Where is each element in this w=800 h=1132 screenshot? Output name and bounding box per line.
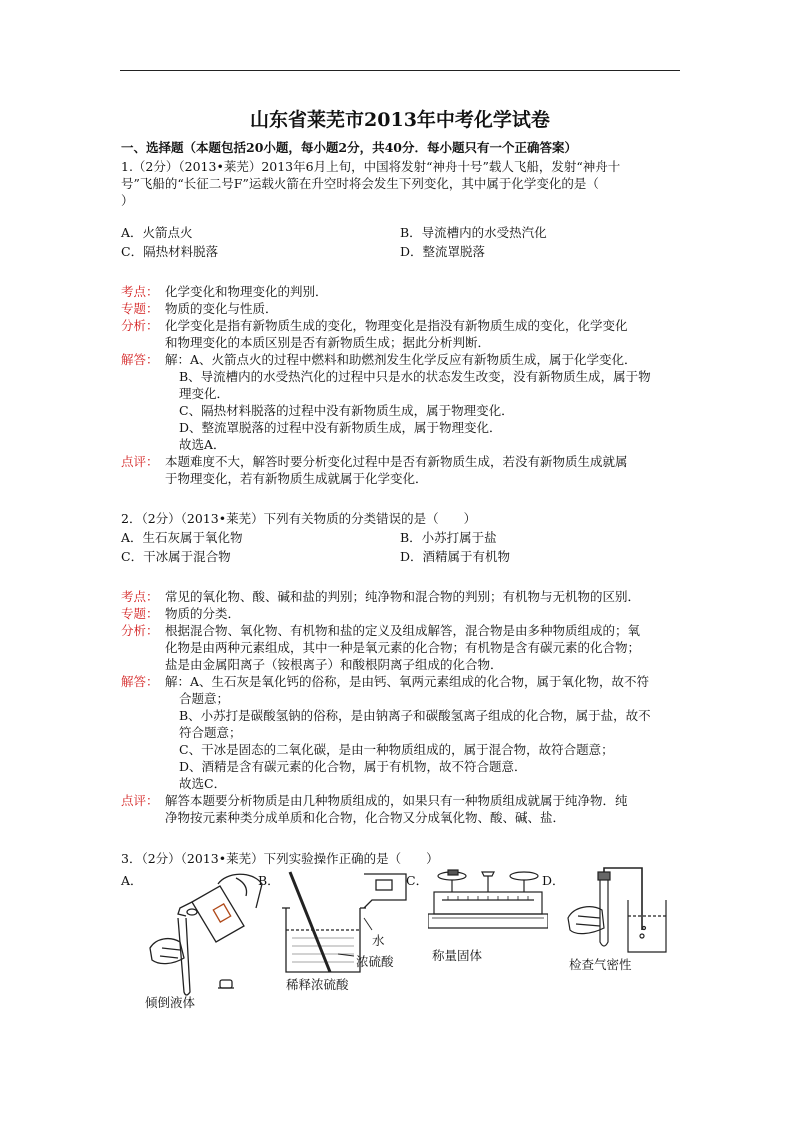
q1-jieda-line: C、隔热材料脱落的过程中没有新物质生成，属于物理变化． [179, 403, 514, 418]
zhuanti-label: 专题： [121, 301, 159, 316]
q1-option-c: C．隔热材料脱落 [121, 244, 219, 259]
q2-fenxi-line: 化物是由两种元素组成，其中一种是氧元素的化合物；有机物是含有碳元素的化合物； [165, 640, 641, 655]
q3-option-b-label: B． [258, 873, 280, 888]
q3-option-d-label: D． [542, 873, 565, 888]
q3-figure-b-acid-label: 浓硫酸 [356, 954, 394, 969]
q1-jieda-line: B、导流槽内的水受热汽化的过程中只是水的状态发生改变，没有新物质生成，属于物 [179, 369, 651, 384]
q1-jieda-line: 解：A、火箭点火的过程中燃料和助燃剂发生化学反应有新物质生成，属于化学变化． [165, 352, 637, 367]
q1-stem-line1: 1.（2分）（2013•莱芜）2013年6月上旬，中国将发射“神舟十号”载人飞船，发射“神舟十 [121, 159, 621, 174]
q2-option-a: A．生石灰属于氧化物 [121, 530, 243, 545]
q1-kaodian: 化学变化和物理变化的判别． [165, 284, 328, 299]
page-title: 山东省莱芜市2013年中考化学试卷 [250, 109, 550, 131]
q1-fenxi-line: 化学变化是指有新物质生成的变化，物理变化是指没有新物质生成的变化，化学变化 [165, 318, 628, 333]
q1-fenxi-line: 和物理变化的本质区别是否有新物质生成；据此分析判断． [165, 335, 491, 350]
q1-zhuanti: 物质的变化与性质． [165, 301, 278, 316]
balance-scale-figure [428, 866, 548, 942]
airtightness-check-figure [562, 866, 672, 956]
q3-figure-b-caption: 稀释浓硫酸 [286, 977, 349, 992]
question-1 [121, 158, 620, 209]
q2-fenxi-line: 根据混合物、氧化物、有机物和盐的定义及组成解答，混合物是由多种物质组成的；氧 [165, 623, 641, 638]
q2-option-b: B．小苏打属于盐 [400, 530, 497, 545]
q3-figure-a-caption: 倾倒液体 [145, 995, 196, 1010]
jieda-label: 解答： [121, 674, 159, 689]
q1-jieda-line: 故选A． [179, 437, 226, 452]
dianping-label: 点评： [121, 793, 159, 808]
q1-dianping-line: 于物理变化，若有新物质生成就属于化学变化． [165, 471, 428, 486]
q1-option-b: B．导流槽内的水受热汽化 [400, 225, 547, 240]
fenxi-label: 分析： [121, 623, 159, 638]
q2-analysis [121, 588, 691, 826]
zhuanti-label: 专题： [121, 606, 159, 621]
header-rule [120, 70, 680, 71]
q1-jieda-line: 理变化． [179, 386, 230, 401]
q2-jieda-line: C、干冰是固态的二氧化碳，是由一种物质组成的，属于混合物，故符合题意； [179, 742, 614, 757]
q1-stem-line3: ） [121, 193, 134, 208]
q2-option-d: D．酒精属于有机物 [400, 549, 511, 564]
q3-figure-b-water-label: 水 [372, 933, 385, 948]
q2-jieda-line: B、小苏打是碳酸氢钠的俗称，是由钠离子和碳酸氢离子组成的化合物，属于盐，故不 [179, 708, 651, 723]
q2-dianping-line: 解答本题要分析物质是由几种物质组成的，如果只有一种物质组成就属于纯净物．纯 [165, 793, 628, 808]
q3-stem: 3．（2分）（2013•莱芜）下列实验操作正确的是（ ） [121, 851, 439, 866]
jieda-label: 解答： [121, 352, 159, 367]
fenxi-label: 分析： [121, 318, 159, 333]
q2-option-c: C．干冰属于混合物 [121, 549, 231, 564]
kaodian-label: 考点： [121, 589, 159, 604]
q2-jieda-line: 符合题意； [179, 725, 242, 740]
q3-option-c-label: C． [406, 873, 429, 888]
q2-fenxi-line: 盐是由金属阳离子（铵根离子）和酸根阴离子组成的化合物． [165, 657, 503, 672]
q2-jieda-line: 故选C． [179, 776, 227, 791]
q2-zhuanti: 物质的分类． [165, 606, 241, 621]
q1-dianping-line: 本题难度不大，解答时要分析变化过程中是否有新物质生成，若没有新物质生成就属 [165, 454, 628, 469]
pouring-liquid-figure [140, 868, 270, 998]
q2-jieda-line: D、酒精是含有碳元素的化合物，属于有机物，故不符合题意． [179, 759, 527, 774]
q1-option-a: A．火箭点火 [121, 225, 193, 240]
q1-stem-line2: 号”飞船的“长征二号F”运载火箭在升空时将会发生下列变化，其中属于化学变化的是（ [121, 176, 599, 191]
dianping-label: 点评： [121, 454, 159, 469]
q1-analysis [121, 283, 691, 487]
q3-option-a-label: A． [121, 873, 143, 888]
kaodian-label: 考点： [121, 284, 159, 299]
q2-kaodian: 常见的氧化物、酸、碱和盐的判别；纯净物和混合物的判别；有机物与无机物的区别． [165, 589, 641, 604]
q2-dianping-line: 净物按元素种类分成单质和化合物，化合物又分成氧化物、酸、碱、盐． [165, 810, 566, 825]
q2-stem: 2．（2分）（2013•莱芜）下列有关物质的分类错误的是（ ） [121, 511, 477, 526]
q1-option-d: D．整流罩脱落 [400, 244, 486, 259]
q3-figure-c-caption: 称量固体 [432, 948, 483, 963]
q2-jieda-line: 解：A、生石灰是氧化钙的俗称，是由钙、氧两元素组成的化合物，属于氧化物，故不符 [165, 674, 650, 689]
section-header: 一、选择题（本题包括20小题，每小题2分，共40分．每小题只有一个正确答案） [121, 140, 577, 155]
q1-jieda-line: D、整流罩脱落的过程中没有新物质生成，属于物理变化． [179, 420, 502, 435]
q3-figure-d-caption: 检查气密性 [569, 957, 632, 972]
q2-jieda-line: 合题意； [179, 691, 230, 706]
